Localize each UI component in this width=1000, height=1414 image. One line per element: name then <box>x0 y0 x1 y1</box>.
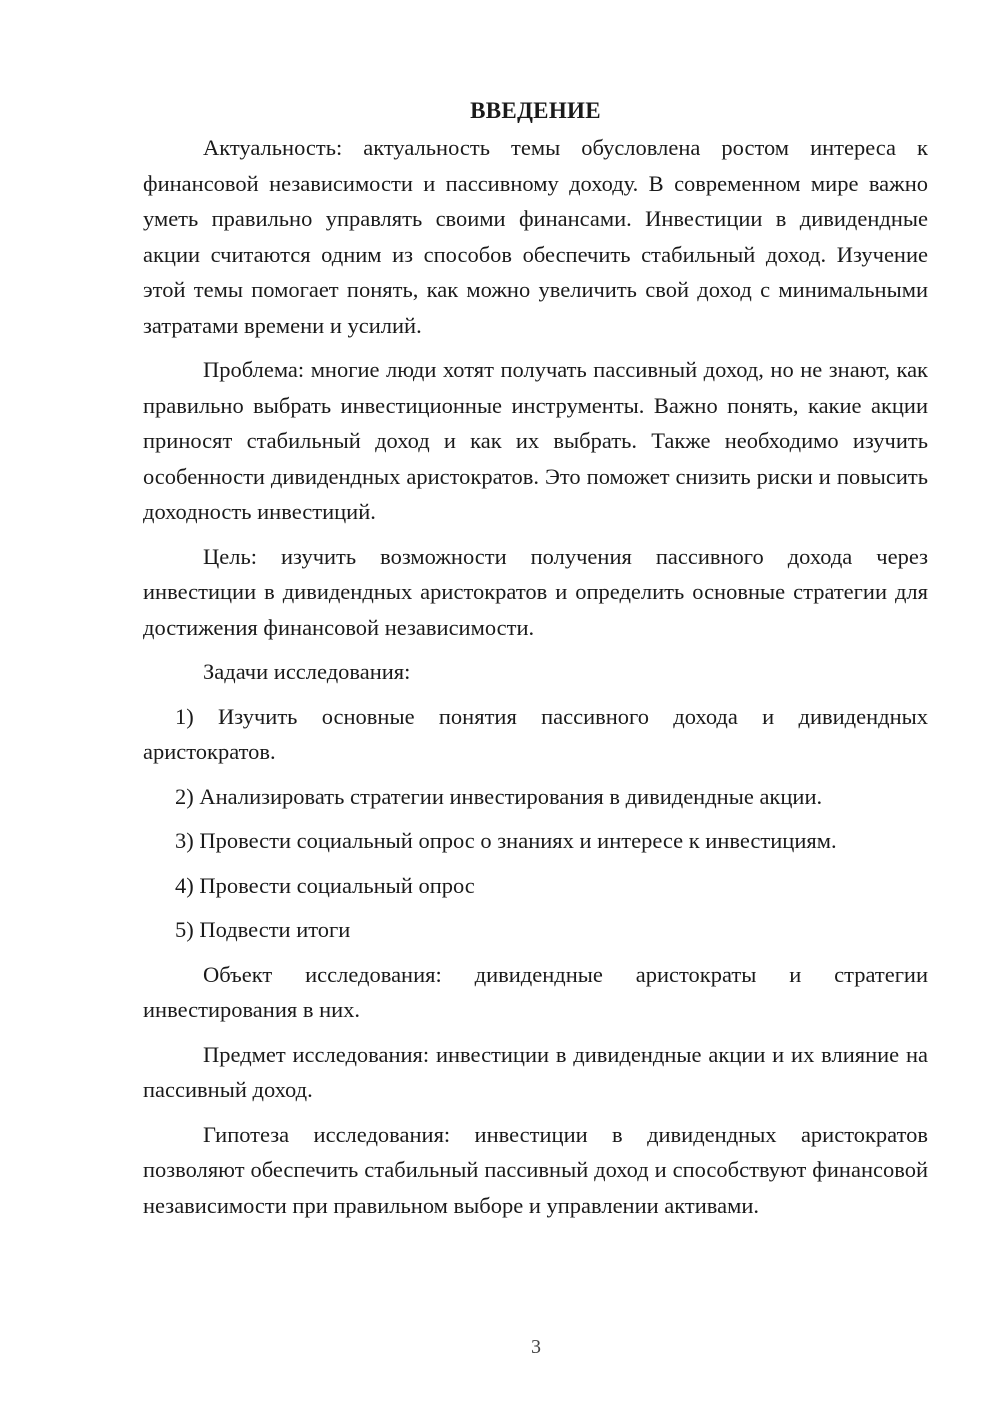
page-content <box>143 95 928 1232</box>
paragraph-subject: Предмет исследования: инвестиции в дивидендные акции и их влияние на пассивный доход. <box>143 1041 928 1102</box>
task-item: 2) Анализировать стратегии инвестирования в дивидендные акции. <box>175 783 823 809</box>
paragraph-tasks-heading: Задачи исследования: <box>203 659 411 684</box>
task-item: 4) Провести социальный опрос <box>175 872 475 898</box>
paragraph-problem: Проблема: многие люди хотят получать пассивный доход, но не знают, как правильно выбрать инвестиционные инструменты. Важно понять, какие акции приносят стабильный доход и как их выбрать. Также необходимо изучить особенности дивидендных аристократов. Это поможет снизить риски и повысить доходность инвестиций. <box>143 357 928 524</box>
task-item: 5) Подвести итоги <box>175 917 351 942</box>
task-item: 3) Провести социальный опрос о знаниях и интересе к инвестициям. <box>175 828 837 853</box>
page-number: 3 <box>531 1336 541 1358</box>
section-title: ВВЕДЕНИЕ <box>470 98 601 123</box>
paragraph-object: Объект исследования: дивидендные аристократы и стратегии инвестирования в них. <box>143 961 928 1022</box>
task-item: 1) Изучить основные понятия пассивного дохода и дивидендных аристократов. <box>143 703 928 764</box>
paragraph-goal: Цель: изучить возможности получения пассивного дохода через инвестиции в дивидендных аристократов и определить основные стратегии для достижения финансовой независимости. <box>143 543 928 640</box>
paragraph-hypothesis: Гипотеза исследования: инвестиции в дивидендных аристократов позволяют обеспечить стабильный пассивный доход и способствуют финансовой независимости при правильном выборе и управлении активами. <box>143 1121 928 1218</box>
paragraph-relevance: Актуальность: актуальность темы обусловлена ростом интереса к финансовой независимости и пассивному доходу. В современном мире важно уметь правильно управлять своими финансами. Инвестиции в дивидендные акции считаются одним из способов обеспечить стабильный доход. Изучение этой темы помогает понять, как можно увеличить свой доход с минимальными затратами времени и усилий. <box>143 135 928 338</box>
